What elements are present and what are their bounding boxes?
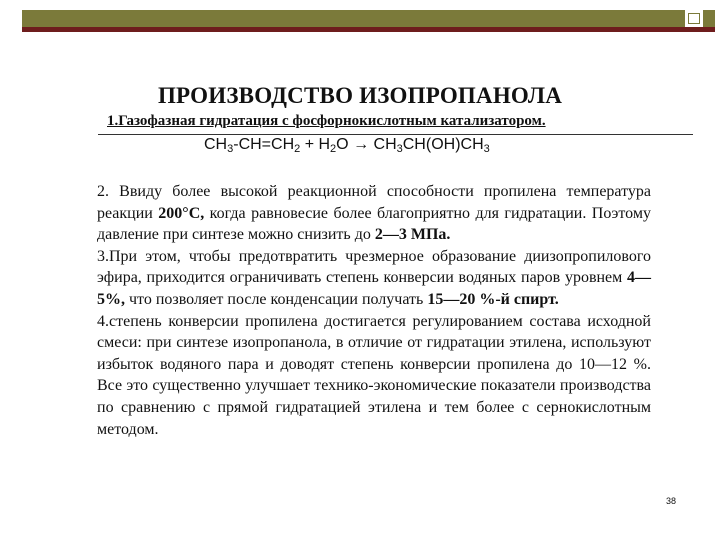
reaction-equation <box>204 136 490 155</box>
paragraph-3 <box>97 246 651 311</box>
reaction-subscript: 2 <box>294 143 301 155</box>
reaction-subscript: 3 <box>483 143 490 155</box>
header-olive-stripe <box>22 10 715 27</box>
reaction-subscript: 3 <box>227 143 234 155</box>
header-square-ornament <box>685 10 703 27</box>
paragraph-text: когда равновесие более благоприятно для гидратации. Поэтому давление при синтезе можно снизить до <box>97 204 651 244</box>
body-text <box>97 181 651 440</box>
horizontal-divider <box>98 134 693 135</box>
paragraph-2 <box>97 181 651 246</box>
reaction-part: O → CH <box>336 136 397 153</box>
reaction-part: CH <box>204 136 228 153</box>
paragraph-bold: 15—20 %-й спирт. <box>427 290 559 308</box>
page-number: 38 <box>666 496 677 506</box>
paragraph-text: что позволяет после конденсации получать <box>125 290 428 308</box>
reaction-part: + H <box>300 136 331 153</box>
paragraph-bold: 2—3 МПа. <box>374 226 451 244</box>
slide-subtitle: 1.Газофазная гидратация с фосфорнокислотным катализатором. <box>107 113 546 129</box>
paragraph-text: 2. Ввиду более высокой реакционной способности пропилена температура реакции <box>97 183 651 222</box>
paragraph-bold: 200°С, <box>158 204 205 222</box>
paragraph-bold: 4—5%, <box>97 269 651 308</box>
header-maroon-stripe <box>22 27 715 32</box>
reaction-subscript: 3 <box>396 143 403 155</box>
paragraph-4 <box>97 311 651 441</box>
slide-header-bar <box>22 10 715 32</box>
reaction-part: CH(OH)CH <box>402 136 484 153</box>
slide-title: ПРОИЗВОДСТВО ИЗОПРОПАНОЛА <box>157 83 563 108</box>
paragraph-text: 3.При этом, чтобы предотвратить чрезмерное образование диизопропилового эфира, приходится ограничивать степень конверсии водяных паров уровнем <box>97 247 651 287</box>
paragraph-text: 4.степень конверсии пропилена достигается регулированием состава исходной смеси: при синтезе изопропанола, в отличие от гидратации этилена, используют избыток водяного пара и доводят степень конверсии пропилена до 10—12 %. Все это существенно улучшает технико-экономические показатели производства по сравнению с прямой гидратацией этилена и тем более с сернокислотным методом. <box>97 312 651 438</box>
reaction-subscript: 2 <box>330 143 337 155</box>
reaction-part: -CH=CH <box>233 136 295 153</box>
